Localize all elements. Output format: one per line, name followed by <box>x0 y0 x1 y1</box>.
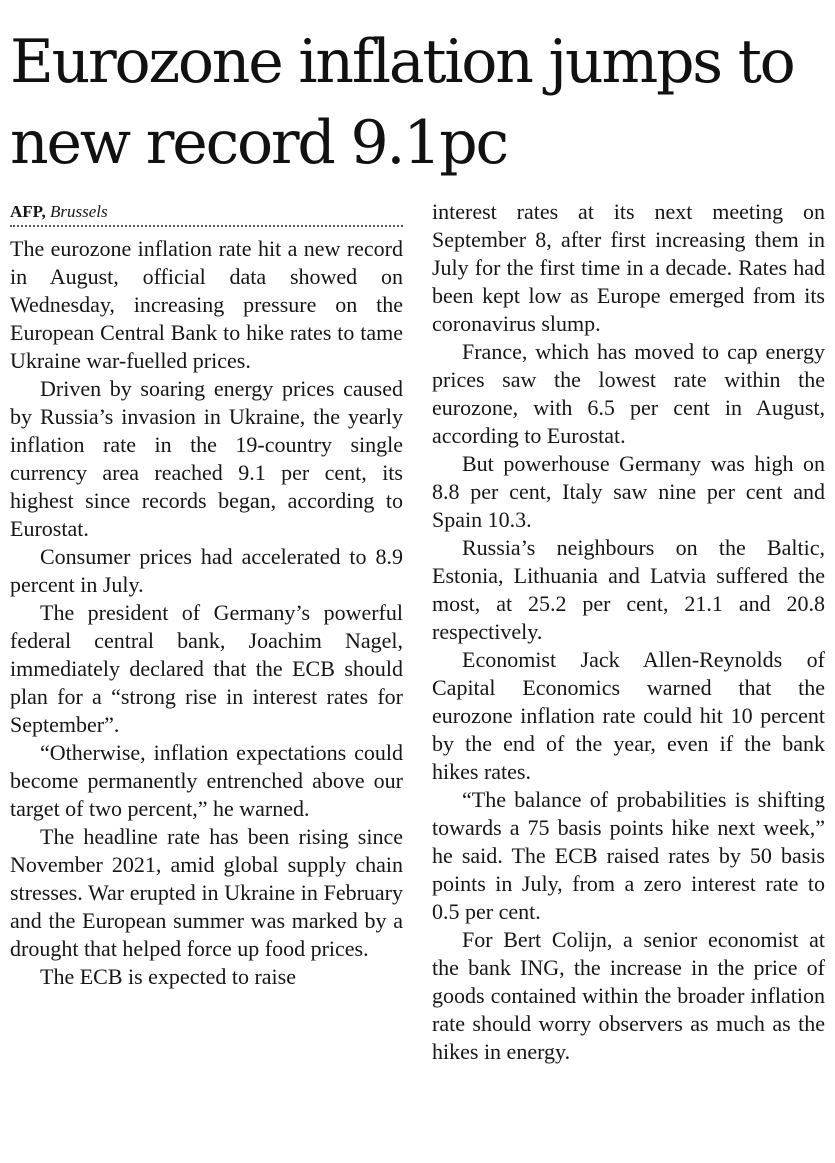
byline-location: Brussels <box>50 202 108 221</box>
paragraph-lead: The eurozone inflation rate hit a new record in August, official data showed on Wednesday, increasing pressure on the European Central Bank to hike rates to tame Ukraine war-fuelled prices. <box>10 236 403 373</box>
paragraph: “Otherwise, inflation expectations could become permanently entrenched above our target of two percent,” he warned. <box>10 740 403 821</box>
paragraph: The ECB is expected to raise <box>40 964 296 989</box>
paragraph: Driven by soaring energy prices caused by Russia’s invasion in Ukraine, the yearly inflation rate in the 19-country single currency area reached 9.1 per cent, its highest since records began, according to Eurostat. <box>10 376 403 541</box>
byline <box>10 198 403 227</box>
paragraph: For Bert Colijn, a senior economist at the bank ING, the increase in the price of goods contained within the broader inflation rate should worry observers as much as the hikes in energy. <box>432 927 825 1064</box>
article-column-right <box>432 198 825 1066</box>
paragraph: Consumer prices had accelerated to 8.9 percent in July. <box>10 544 403 597</box>
paragraph: Russia’s neighbours on the Baltic, Estonia, Lithuania and Latvia suffered the most, at 25.2 per cent, 21.1 and 20.8 respectively. <box>432 535 825 644</box>
paragraph: France, which has moved to cap energy prices saw the lowest rate within the eurozone, with 6.5 per cent in August, according to Eurostat. <box>432 339 825 448</box>
paragraph: But powerhouse Germany was high on 8.8 per cent, Italy saw nine per cent and Spain 10.3. <box>432 451 825 532</box>
paragraph: “The balance of probabilities is shifting towards a 75 basis points hike next week,” he said. The ECB raised rates by 50 basis points in July, from a zero interest rate to 0.5 per cent. <box>432 787 825 924</box>
article-column-left <box>10 198 403 991</box>
paragraph: Economist Jack Allen-Reynolds of Capital Economics warned that the eurozone inflation rate could hit 10 percent by the end of the year, even if the bank hikes rates. <box>432 647 825 784</box>
paragraph: The president of Germany’s powerful federal central bank, Joachim Nagel, immediately declared that the ECB should plan for a “strong rise in interest rates for September”. <box>10 600 403 737</box>
headline: Eurozone inflation jumps to new record 9.1pc <box>10 27 794 178</box>
paragraph: The headline rate has been rising since November 2021, amid global supply chain stresses. War erupted in Ukraine in February and the European summer was marked by a drought that helped force up food prices. <box>10 824 403 961</box>
byline-agency: AFP, <box>10 202 46 221</box>
paragraph-continuation: interest rates at its next meeting on September 8, after first increasing them in July for the first time in a decade. Rates had been kept low as Europe emerged from its coronavirus slump. <box>432 199 825 336</box>
